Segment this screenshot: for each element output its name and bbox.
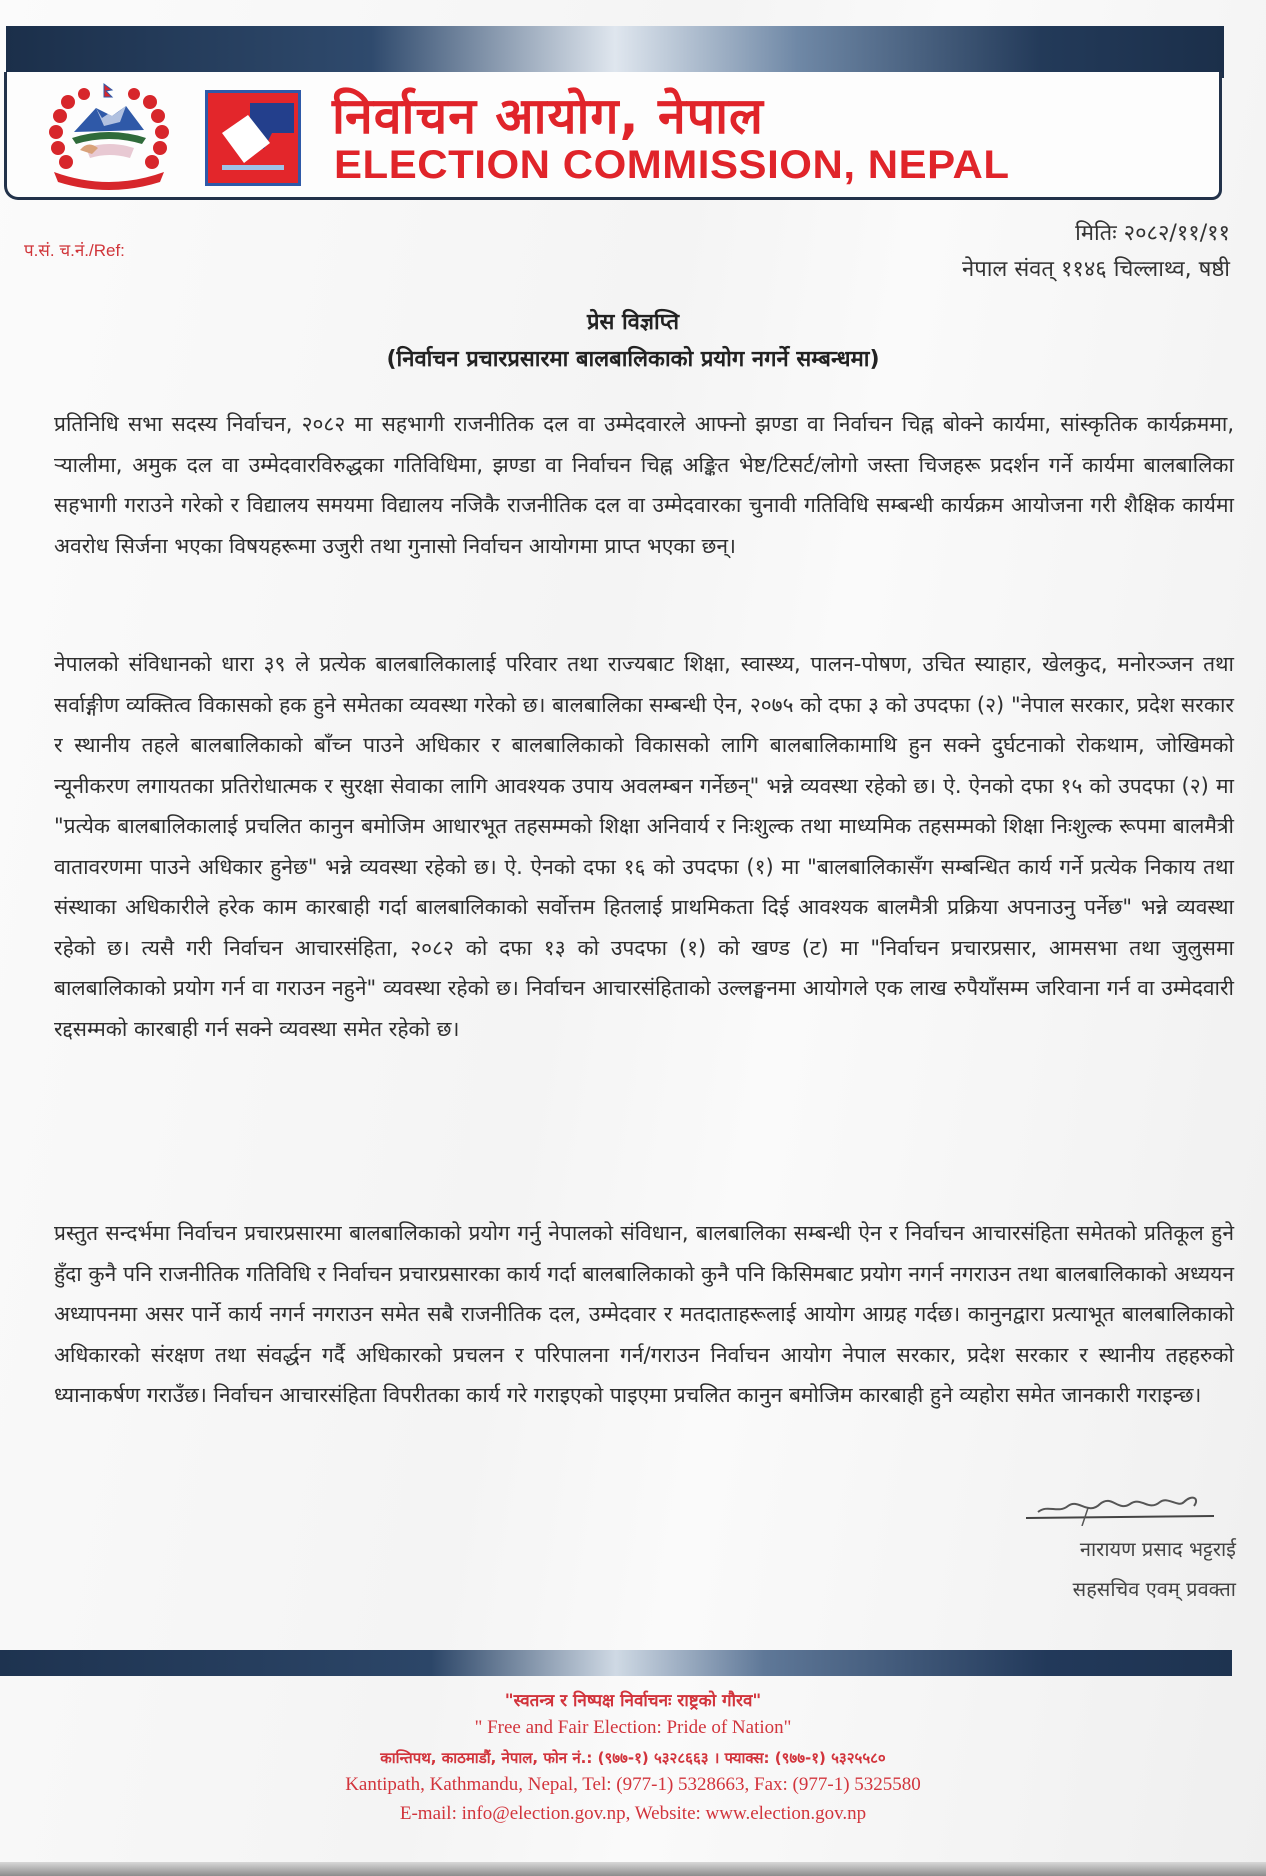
election-commission-logo-icon [205, 90, 301, 186]
footer-band [0, 1650, 1232, 1676]
press-release-subject: (निर्वाचन प्रचारप्रसारमा बालबालिकाको प्रयोग नगर्ने सम्बन्धमा) [386, 347, 880, 372]
footer-slogan-nepali: "स्वतन्त्र र निष्पक्ष निर्वाचनः राष्ट्रको गौरव" [504, 1691, 762, 1711]
signature-icon [1018, 1486, 1232, 1526]
body-paragraph: नेपालको संविधानको धारा ३९ ले प्रत्येक बालबालिकालाई परिवार तथा राज्यबाट शिक्षा, स्वास्थ्य, पालन-पोषण, उचित स्याहार, खेलकुद, मनोरञ्जन तथा सर्वाङ्गीण व्यक्तित्व विकासको हक हुने समेतका व्यवस्था गरेको छ। बालबालिका सम्बन्धी ऐन, २०७५ को दफा ३ को उपदफा (२) "नेपाल सरकार, प्रदेश सरकार र स्थानीय तहले बालबालिकाको बाँच्न पाउने अधिकार र बालबालिकाको विकासको लागि बालबालिकामाथि हुन सक्ने दुर्घटनाको रोकथाम, जोखिमको न्यूनीकरण लगायतका प्रतिरोधात्मक र सुरक्षा सेवाका लागि आवश्यक उपाय अवलम्बन गर्नेछन्" भन्ने व्यवस्था रहेको छ। ऐ. ऐनको दफा १५ को उपदफा (२) मा "प्रत्येक बालबालिकालाई प्रचलित कानुन बमोजिम आधारभूत तहसम्मको शिक्षा अनिवार्य र निःशुल्क तथा माध्यमिक तहसम्मको शिक्षा निःशुल्क रूपमा बालमैत्री वातावरणमा पाउने अधिकार हुनेछ" भन्ने व्यवस्था रहेको छ। ऐ. ऐनको दफा १६ को उपदफा (१) मा "बालबालिकासँग सम्बन्धित कार्य गर्ने प्रत्येक निकाय तथा संस्थाका अधिकारीले हरेक काम कारबाही गर्दा बालबालिकाको सर्वोत्तम हितलाई प्राथमिकता दिई आवश्यक बालमैत्री प्रक्रिया अपनाउनु पर्नेछ" भन्ने व्यवस्था रहेको छ। त्यसै गरी निर्वाचन आचारसंहिता, २०८२ को दफा १३ को उपदफा (१) को खण्ड (ट) मा "निर्वाचन प्रचारप्रसार, आमसभा तथा जुलुसमा बालबालिकाको प्रयोग गर्न वा गराउन नहुने" व्यवस्था रहेको छ। निर्वाचन आचारसंहिताको उल्लङ्घनमा आयोगले एक लाख रुपैयाँसम्म जरिवाना गर्न वा उम्मेदवारी रद्दसम्मको कारबाही गर्न सक्ने व्यवस्था समेत रहेको छ। [54, 652, 1234, 1041]
header-band [6, 26, 1224, 78]
body-paragraph: प्रतिनिधि सभा सदस्य निर्वाचन, २०८२ मा सहभागी राजनीतिक दल वा उम्मेदवारले आफ्नो झण्डा वा निर्वाचन चिह्न बोक्ने कार्यमा, सांस्कृतिक कार्यक्रममा, र्‍यालीमा, अमुक दल वा उम्मेदवारविरुद्धका गतिविधिमा, झण्डा वा निर्वाचन चिह्न अङ्कित भेष्ट/टिसर्ट/लोगो जस्ता चिजहरू प्रदर्शन गर्ने कार्यमा बालबालिका सहभागी गराउने गरेको र विद्यालय समयमा विद्यालय नजिकै राजनीतिक दल वा उम्मेदवारका चुनावी गतिविधि सम्बन्धी कार्यक्रम आयोजना गरी शैक्षिक कार्यमा अवरोध सिर्जना भएका विषयहरूमा उजुरी तथा गुनासो निर्वाचन आयोगमा प्राप्त भएका छन्। [54, 412, 1234, 558]
signatory-name: नारायण प्रसाद भट्टराई [1079, 1537, 1236, 1561]
footer-address-english: Kantipath, Kathmandu, Nepal, Tel: (977-1) 5328663, Fax: (977-1) 5325580 [345, 1774, 921, 1795]
press-release-title: प्रेस विज्ञप्ति [586, 310, 680, 335]
footer-contact: E-mail: info@election.gov.np, Website: www.election.gov.np [399, 1803, 867, 1824]
signatory-title: सहसचिव एवम् प्रवक्ता [1072, 1577, 1236, 1601]
commission-name-english: ELECTION COMMISSION, NEPAL [334, 143, 1010, 187]
footer-slogan-english: " Free and Fair Election: Pride of Nation" [474, 1717, 792, 1738]
date: मितिः २०८२/११/११ [1075, 221, 1230, 246]
body-paragraph: प्रस्तुत सन्दर्भमा निर्वाचन प्रचारप्रसारमा बालबालिकाको प्रयोग गर्नु नेपालको संविधान, बालबालिका सम्बन्धी ऐन र निर्वाचन आचारसंहिता समेतको प्रतिकूल हुने हुँदा कुनै पनि राजनीतिक गतिविधि र निर्वाचन प्रचारप्रसारका कार्य गर्दा बालबालिकाको कुनै पनि किसिमबाट प्रयोग नगर्न नगराउन तथा बालबालिकाको अध्ययन अध्यापनमा असर पार्ने कार्य नगर्न नगराउन समेत सबै राजनीतिक दल, उम्मेदवार र मतदाताहरूलाई आयोग आग्रह गर्दछ। कानुनद्वारा प्रत्याभूत बालबालिकाको अधिकारको संरक्षण तथा संवर्द्धन गर्दै अधिकारको प्रचलन र परिपालना गर्न/गराउन निर्वाचन आयोग नेपाल सरकार, प्रदेश सरकार र स्थानीय तहहरुको ध्यानाकर्षण गराउँछ। निर्वाचन आचारसंहिता विपरीतका कार्य गरे गराइएको पाइएमा प्रचलित कानुन बमोजिम कारबाही हुने व्यहोरा समेत जानकारी गराइन्छ। [54, 1221, 1234, 1407]
nepal-sambat-date: नेपाल संवत् ११४६ चिल्लाथ्व, षष्ठी [962, 257, 1230, 282]
nepal-emblem-icon [46, 82, 172, 194]
page-edge-shadow [0, 1862, 1266, 1876]
footer-address-nepali: कान्तिपथ, काठमाडौं, नेपाल, फोन नं.: (९७७-१) ५३२८६६३ । फ्याक्स: (९७७-१) ५३२५५८० [380, 1749, 886, 1767]
date-block [962, 216, 1230, 288]
reference-label: प.सं. च.नं./Ref: [24, 241, 125, 260]
commission-name-nepali: निर्वाचन आयोग, नेपाल [332, 87, 764, 145]
